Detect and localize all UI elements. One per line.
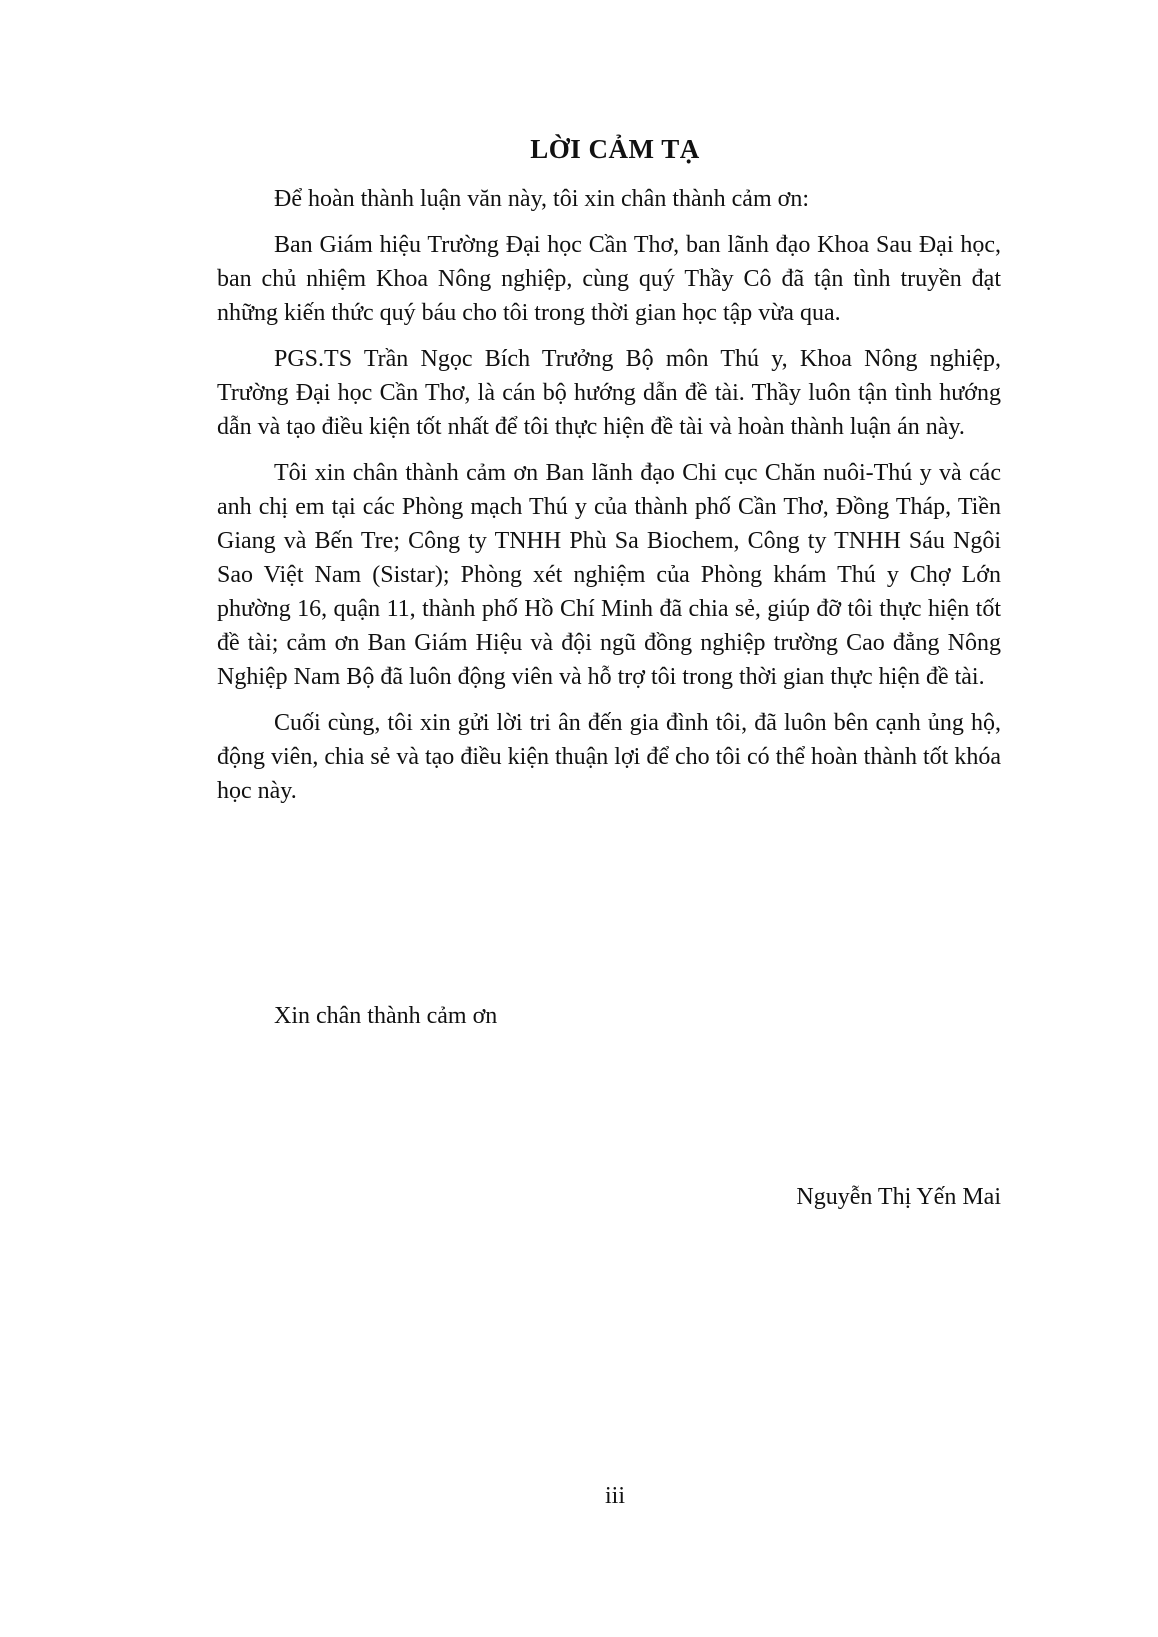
paragraph-family: Cuối cùng, tôi xin gửi lời tri ân đến gia đình tôi, đã luôn bên cạnh ủng hộ, động viên, chia sẻ và tạo điều kiện thuận lợi để cho tôi có thể hoàn thành tốt khóa học này. [217,710,1001,804]
paragraph-organizations: Tôi xin chân thành cảm ơn Ban lãnh đạo Chi cục Chăn nuôi-Thú y và các anh chị em tại các Phòng mạch Thú y của thành phố Cần Thơ, Đồng Tháp, Tiền Giang và Bến Tre; Công ty TNHH Phù Sa Biochem, Công ty TNHH Sáu Ngôi Sao Việt Nam (Sistar); Phòng xét nghiệm của Phòng khám Thú y Chợ Lớn phường 16, quận 11, thành phố Hồ Chí Minh đã chia sẻ, giúp đỡ tôi thực hiện tốt đề tài; cảm ơn Ban Giám Hiệu và đội ngũ đồng nghiệp trường Cao đẳng Nông Nghiệp Nam Bộ đã luôn động viên và hỗ trợ tôi trong thời gian thực hiện đề tài. [217,460,1001,690]
closing-line: Xin chân thành cảm ơn [274,1003,498,1029]
paragraph-advisor: PGS.TS Trần Ngọc Bích Trưởng Bộ môn Thú y, Khoa Nông nghiệp, Trường Đại học Cần Thơ, là cán bộ hướng dẫn đề tài. Thầy luôn tận tình hướng dẫn và tạo điều kiện tốt nhất để tôi thực hiện đề tài và hoàn thành luận án này. [217,346,1001,440]
author-name: Nguyễn Thị Yến Mai [796,1184,1001,1210]
paragraph-intro: Để hoàn thành luận văn này, tôi xin chân thành cảm ơn: [274,186,809,212]
acknowledgement-body [217,182,1001,820]
page-number: iii [604,1483,625,1509]
page-title: LỜI CẢM TẠ [530,134,700,164]
paragraph-university: Ban Giám hiệu Trường Đại học Cần Thơ, ban lãnh đạo Khoa Sau Đại học, ban chủ nhiệm Khoa Nông nghiệp, cùng quý Thầy Cô đã tận tình truyền đạt những kiến thức quý báu cho tôi trong thời gian học tập vừa qua. [217,232,1001,326]
